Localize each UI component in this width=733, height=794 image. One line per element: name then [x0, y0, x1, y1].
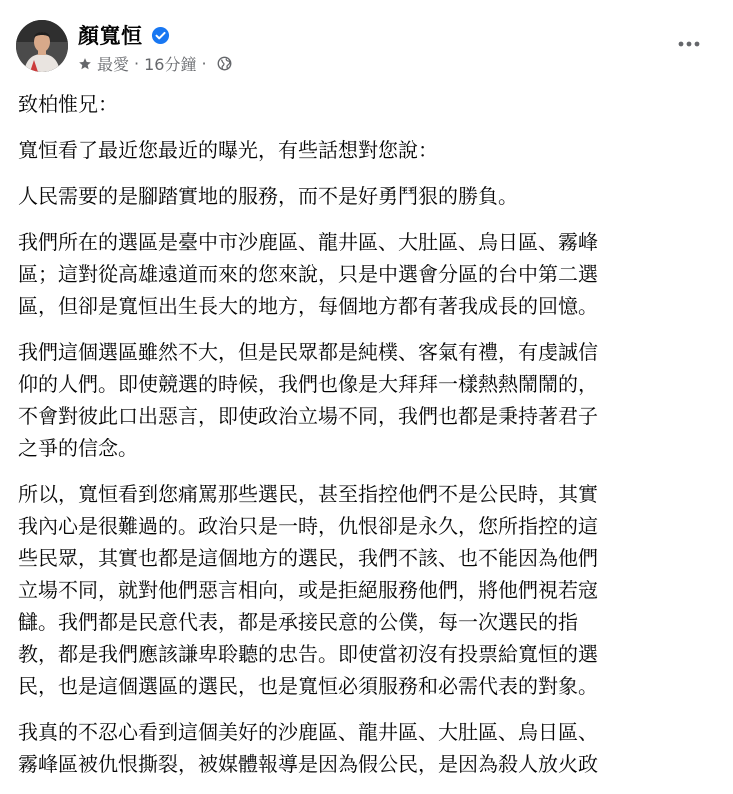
verified-badge-icon [151, 26, 170, 45]
post-paragraph: 寬恒看了最近您最近的曝光，有些話想對您說： [18, 138, 438, 162]
post-time[interactable]: 16分鐘 [144, 54, 197, 74]
author-block [78, 20, 232, 75]
post-paragraph: 我們這個選區雖然不大，但是民眾都是純樸、客氣有禮，有虔誠信 仰的人們。即使競選的時候，我們也像是大拜拜一樣熱熱鬧鬧的， 不會對彼此口出惡言，即使政治立場不同，我們也都是秉持著君子 之爭的信念。 [18, 340, 598, 460]
post-meta [78, 51, 232, 75]
post-paragraph: 我真的不忍心看到這個美好的沙鹿區、龍井區、大肚區、烏日區、 霧峰區被仇恨撕裂，被媒體報導是因為假公民，是因為殺人放火政 [18, 720, 598, 776]
more-options-button[interactable] [671, 30, 707, 58]
globe-icon[interactable] [217, 56, 232, 71]
post-body [18, 88, 718, 794]
more-horizontal-icon [677, 40, 701, 48]
post-header [16, 18, 717, 78]
meta-separator: · [134, 53, 140, 73]
post-paragraph: 致柏惟兄： [18, 92, 118, 116]
audience-label[interactable]: 最愛 [97, 54, 130, 74]
star-icon [78, 56, 92, 70]
post-paragraph: 我們所在的選區是臺中市沙鹿區、龍井區、大肚區、烏日區、霧峰 區；這對從高雄遠道而來的您來說，只是中選會分區的台中第二選 區，但卻是寬恒出生長大的地方，每個地方都有著我成長的回憶。 [18, 230, 598, 318]
meta-separator: · [201, 53, 207, 73]
post-paragraph: 所以，寬恒看到您痛罵那些選民，甚至指控他們不是公民時，其實 我內心是很難過的。政治只是一時，仇恨卻是永久，您所指控的這 些民眾，其實也都是這個地方的選民，我們不該、也不能因為他們 立場不同，就對他們惡言相向，或是拒絕服務他們，將他們視若寇 讎。我們都是民意代表，都是承接民意的公僕，每一次選民的指 教，都是我們應該謙卑聆聽的忠告。即使當初沒有投票給寬恒的選 民，也是這個選區的選民，也是寬恒必須服務和必需代表的對象。 [18, 482, 598, 698]
post-paragraph: 人民需要的是腳踏實地的服務，而不是好勇鬥狠的勝負。 [18, 184, 518, 208]
avatar-photo [16, 20, 68, 72]
avatar[interactable] [16, 20, 68, 72]
author-name[interactable]: 顏寬恒 [78, 24, 143, 48]
author-row [78, 20, 232, 50]
